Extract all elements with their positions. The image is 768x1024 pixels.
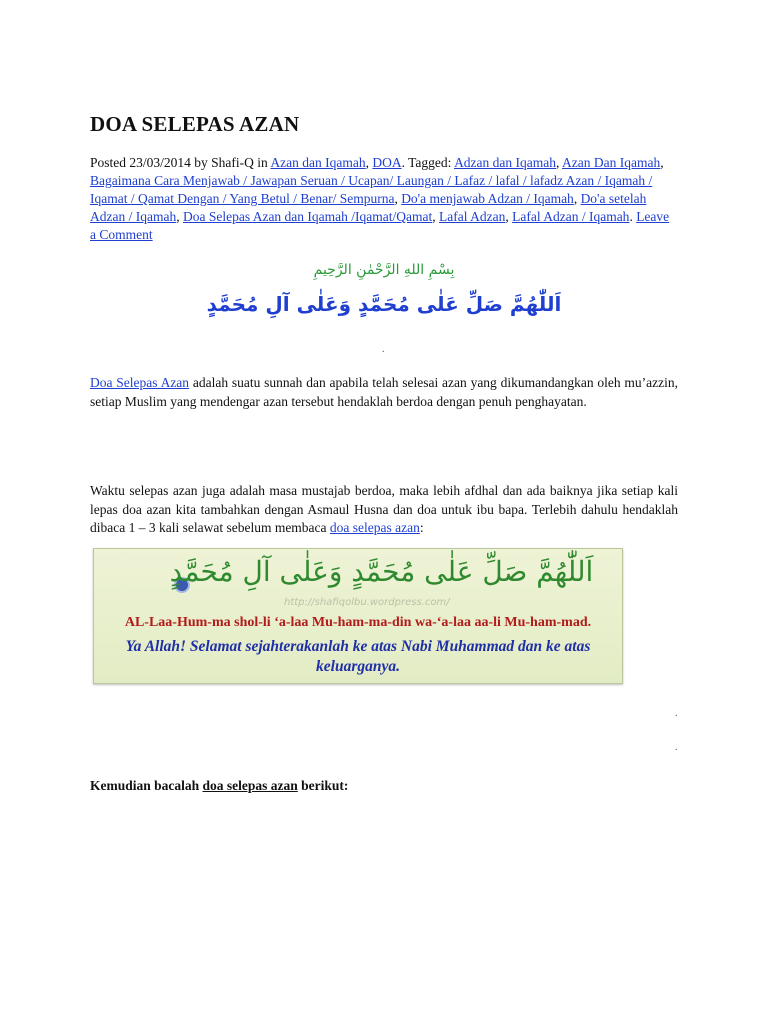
banner-watermark: http://shafiqolbu.wordpress.com/ <box>284 597 450 608</box>
tag-link[interactable]: Lafal Adzan / Iqamah <box>512 209 630 224</box>
posted-prefix: Posted <box>90 155 130 170</box>
salawat-text: اَللّٰهُمَّ صَلِّ عَلٰى مُحَمَّدٍ وَعَلٰى آلِ مُحَمَّدٍ <box>206 292 562 316</box>
paragraph-waktu-text: Waktu selepas azan juga adalah masa mustajab berdoa, maka lebih afdhal dan ada baiknya jika setiap kali lepas doa azan kita tambahkan dengan Asmaul Husna dan doa untuk ibu bapa. Terlebih dahulu hendaklah dibaca 1 – 3 kali selawat sebelum membaca <box>90 483 678 535</box>
post-title: DOA SELEPAS AZAN <box>90 112 300 136</box>
closing-instruction: Kemudian bacalah doa selepas azan berikut: <box>90 778 349 793</box>
basmala-text: بِسْمِ اللهِ الرَّحْمٰنِ الرَّحِيمِ <box>313 262 455 278</box>
tag-link[interactable]: Azan Dan Iqamah <box>562 155 661 170</box>
tag-link[interactable]: Doa Selepas Azan dan Iqamah /Iqamat/Qamat <box>182 209 433 224</box>
paragraph-waktu: Waktu selepas azan juga adalah masa mustajab berdoa, maka lebih afdhal dan ada baiknya jika setiap kali lepas doa azan kita tambahkan dengan Asmaul Husna dan doa untuk ibu bapa. Terlebih dahulu hendaklah dibaca 1 – 3 kali selawat sebelum membaca doa selepas azan: <box>90 483 678 535</box>
category-link-doa[interactable]: DOA <box>372 155 402 170</box>
tag-link[interactable]: Do'a setelah Adzan / Iqamah <box>90 191 647 224</box>
separator-dot: . <box>675 708 678 719</box>
tag-link[interactable]: Lafal Adzan <box>439 209 506 224</box>
doa-selepas-azan-link[interactable]: doa selepas azan <box>329 520 420 535</box>
leave-comment-link[interactable]: Leave a Comment <box>90 209 670 242</box>
separator-dot: . <box>382 344 385 355</box>
tag-link[interactable]: Bagaimana Cara Menjawab / Jawapan Seruan / Ucapan/ Laungan / Lafaz / lafal / lafadz Azan / Iqamah / Iqamat / Qamat Dengan / Yang Betul / Benar/ Sempurna <box>90 173 653 206</box>
post-author: by Shafi-Q in <box>190 155 271 170</box>
tagged-label: . Tagged: <box>401 155 455 170</box>
doa-selepas-azan-link[interactable]: doa selepas azan <box>202 778 298 793</box>
tag-link[interactable]: Adzan dan Iqamah <box>454 155 557 170</box>
banner-transliteration: AL-Laa-Hum-ma shol-li ‘a-laa Mu-ham-ma-din wa-‘a-laa aa-li Mu-ham-mad. <box>124 615 592 630</box>
paragraph-intro-text: adalah suatu sunnah dan apabila telah selesai azan yang dikumandangkan oleh mu’azzin, setiap Muslim yang mendengar azan tersebut hendaklah berdoa dengan penuh penghayatan. <box>90 375 679 409</box>
category-link-azan-dan-iqamah[interactable]: Azan dan Iqamah <box>270 155 366 170</box>
banner-arabic-text: اَللّٰهُمَّ صَلِّ عَلٰى مُحَمَّدٍ وَعَلٰى آلِ مُحَمَّدٍ <box>169 555 594 588</box>
doa-selepas-azan-link[interactable]: Doa Selepas Azan <box>90 375 190 390</box>
post-meta: Posted 23/03/2014 by Shafi-Q in Azan dan Iqamah, DOA. Tagged: Adzan dan Iqamah, Azan Dan Iqamah, Bagaimana Cara Menjawab / Jawapan Seruan / Ucapan/ Laungan / Lafaz / lafal / lafadz Azan / Iqamah / Iqamat / Qamat Dengan / Yang Betul / Benar/ Sempurna, Do'a menjawab Adzan / Iqamah, Do'a setelah Adzan / Iqamah, Doa Selepas Azan dan Iqamah /Iqamat/Qamat, Lafal Adzan, Lafal Adzan / Iqamah. Leave a Comment <box>90 155 670 242</box>
post-date: 23/03/2014 <box>129 155 191 170</box>
banner-translation: Ya Allah! Selamat sejahterakanlah ke atas Nabi Muhammad dan ke atas keluarganya. <box>125 638 591 675</box>
paragraph-intro <box>90 374 678 411</box>
tag-link[interactable]: Do'a menjawab Adzan / Iqamah <box>401 191 574 206</box>
separator-dot: . <box>675 742 678 753</box>
salawat-banner-image <box>93 548 623 684</box>
